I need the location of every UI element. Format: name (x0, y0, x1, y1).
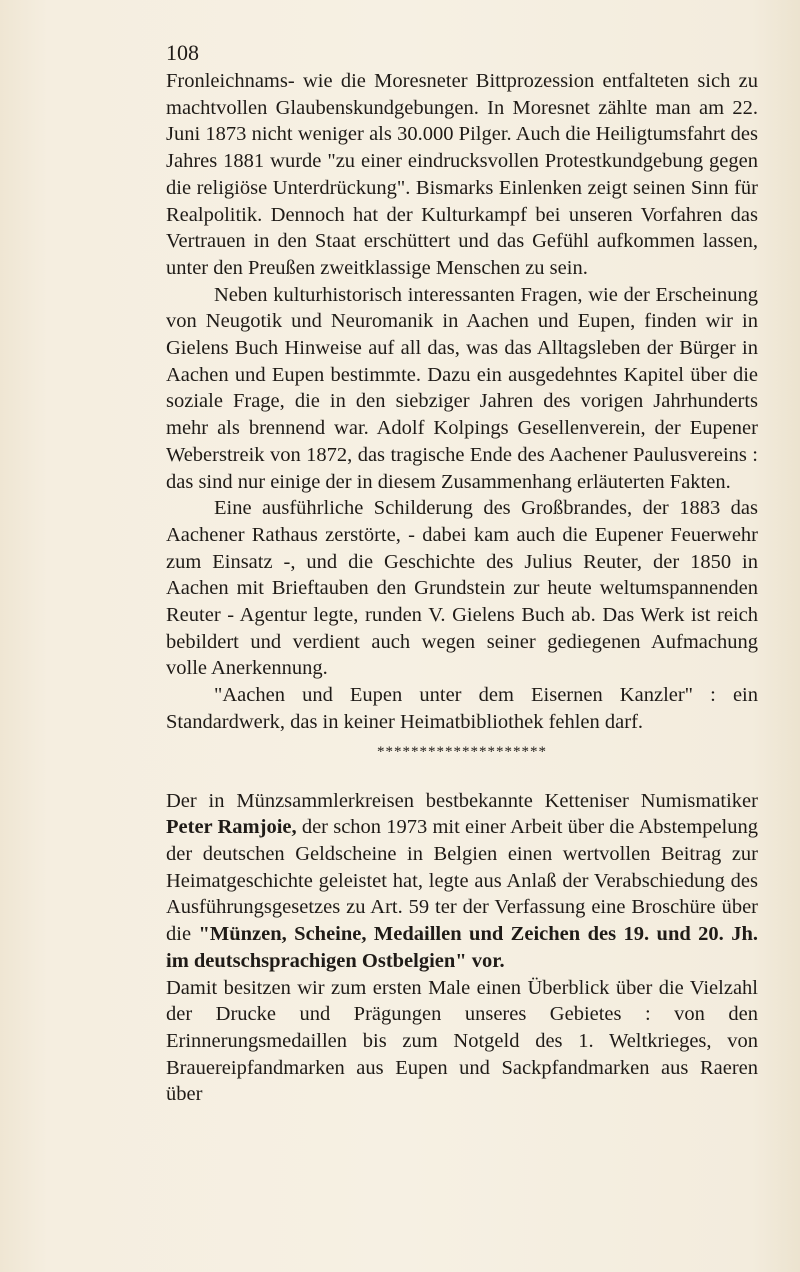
final-text-part-1: Der in Münzsammlerkreisen bestbekannte Ketteniser Numismatiker (166, 789, 758, 812)
section-separator: ******************** (377, 743, 547, 760)
paragraph-1: Fronleichnams- wie die Moresneter Bittprozession entfalteten sich zu machtvollen Glaubenskundgebungen. In Moresnet zählte man am 22. Juni 1873 nicht weniger als 30.000 Pilger. Auch die Heiligtumsfahrt des Jahres 1881 wurde "zu einer eindrucksvollen Protestkundgebung gegen die religiöse Unterdrückung". Bismarks Einlenken zeigt seinen Sinn für Realpolitik. Dennoch hat der Kulturkampf bei unseren Vorfahren das Vertrauen in den Staat erschüttert und das Gefühl aufkommen lassen, unter den Preußen zweitklassige Menschen zu sein. (166, 70, 758, 279)
paragraph-2: Neben kulturhistorisch interessanten Fragen, wie der Erscheinung von Neugotik und Neuromanik in Aachen und Eupen, finden wir in Gielens Buch Hinweise auf all das, was das Alltagsleben der Bürger in Aachen und Eupen bestimmte. Dazu ein ausgedehntes Kapitel über die soziale Frage, die in den siebziger Jahren des vorigen Jahrhunderts mehr als brennend war. Adolf Kolpings Gesellenverein, der Eupener Weberstreik von 1872, das tragische Ende des Aachener Paulusvereins : das sind nur einige der in diesem Zusammenhang erläuterten Fakten. (166, 283, 758, 493)
author-name: Peter Ramjoie, (166, 816, 297, 839)
page-number: 108 (166, 40, 199, 65)
paragraph-4: "Aachen und Eupen unter dem Eisernen Kanzler" : ein Standardwerk, das in keiner Heimatbibliothek fehlen darf. (166, 684, 758, 733)
final-text-part-2: der schon 1973 mit einer Arbeit über die Abstempelung der deutschen Geldscheine in Belgien einen wertvollen Beitrag zur Heimatgeschichte geleistet hat, legte aus Anlaß der Verabschiedung des Ausführungsgesetzes zu Art. 59 ter der Verfassung eine Broschüre über die (166, 816, 758, 946)
paragraph-final (166, 788, 758, 975)
paragraph-3: Eine ausführliche Schilderung des Großbrandes, der 1883 das Aachener Rathaus zerstörte, - dabei kam auch die Eupener Feuerwehr zum Einsatz -, und die Geschichte des Julius Reuter, der 1850 in Aachen mit Brieftauben den Grundstein zur heute weltumspannenden Reuter - Agentur legte, runden V. Gielens Buch ab. Das Werk ist reich bebildert und verdient auch wegen seiner gediegenen Aufmachung volle Anerkennung. (166, 497, 758, 680)
page-content (166, 68, 758, 1108)
brochure-title: "Münzen, Scheine, Medaillen und Zeichen des 19. und 20. Jh. im deutschsprachigen Ostbelgien" vor. (166, 923, 759, 972)
paragraph-final-continued: Damit besitzen wir zum ersten Male einen Überblick über die Vielzahl der Drucke und Prägungen unseres Gebietes : von den Erinnerungsmedaillen bis zum Notgeld des 1. Weltkrieges, von Brauereipfandmarken aus Eupen und Sackpfandmarken aus Raeren über (166, 976, 758, 1106)
